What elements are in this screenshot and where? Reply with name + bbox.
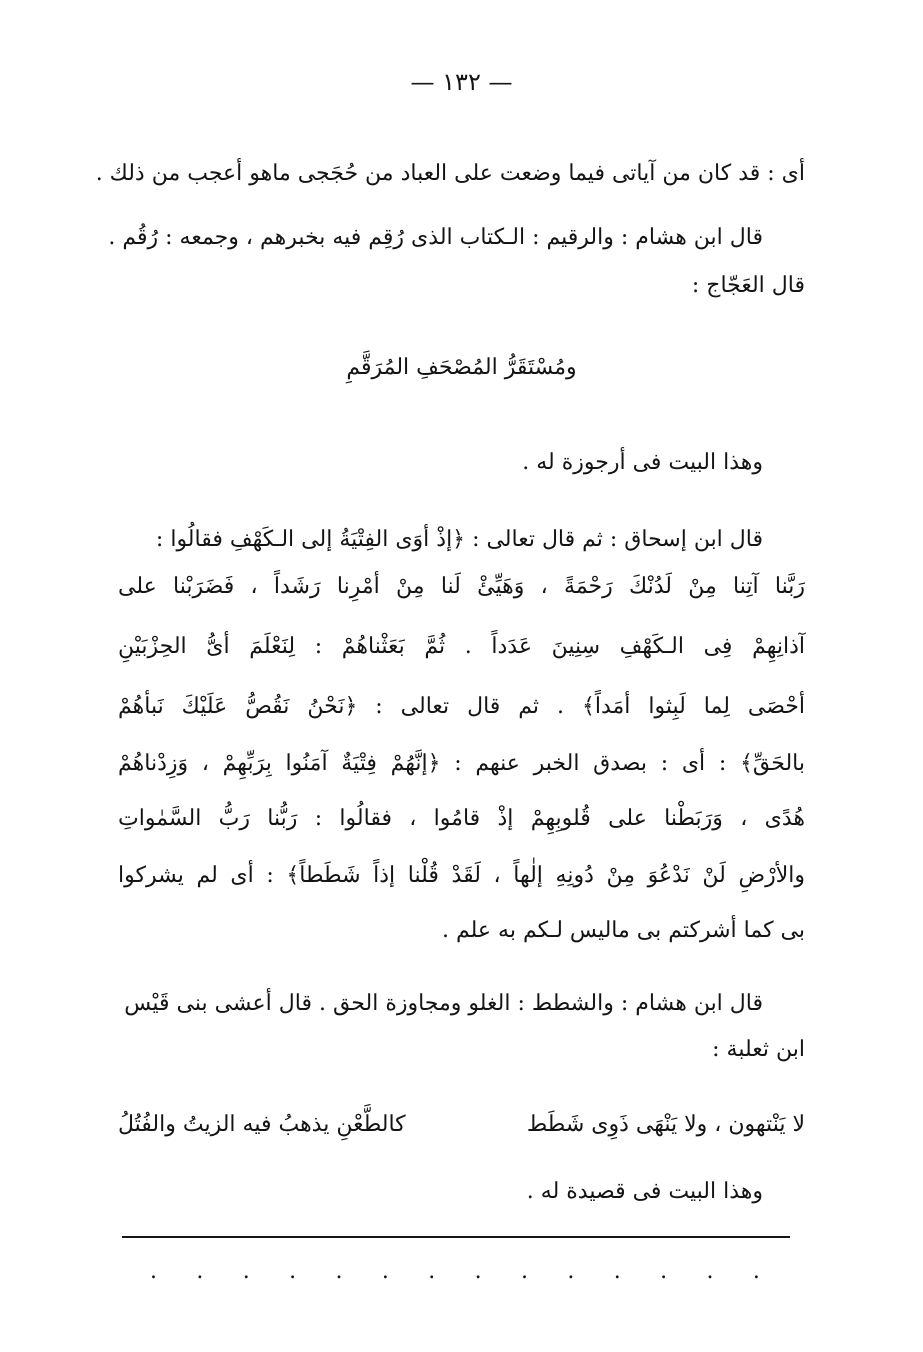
footer-dot: . <box>752 1259 760 1284</box>
text-line-6: رَبَّنا آتِنا مِنْ لَدُنْكَ رَحْمَةً ، وَهَيِّئْ لَنا مِنْ أمْرِنا رَشَداً ، فَضَرَبْنا على <box>118 574 805 599</box>
text-line-1: أى : قد كان من آياتى فيما وضعت على العباد من حُجَجى ماهو أعجب من ذلك . <box>95 161 805 186</box>
footer-dot: . <box>381 1259 389 1284</box>
footer-dot: . <box>660 1259 668 1284</box>
footer-dot: . <box>613 1259 621 1284</box>
text-line-2: قال ابن هشام : والرقيم : الـكتاب الذى رُقِم فيه بخبرهم ، وجمعه : رُقُم . <box>108 225 763 250</box>
text-line-11: والأرْضِ لَنْ نَدْعُوَ مِنْ دُونِهِ إلٰهاً ، لَقَدْ قُلْنا إذاً شَطَطاً﴾ : أى لم يشركوا <box>118 863 805 888</box>
text-line-8: أحْصَى لِما لَبِثوا أمَداً﴾ . ثم قال تعالى : ﴿نَحْنُ نَقُصُّ عَلَيْكَ نَبأهُمْ <box>118 694 805 719</box>
footer-dot: . <box>196 1259 204 1284</box>
text-line-4: وهذا البيت فى أرجوزة له . <box>522 450 763 475</box>
text-line-9: بالحَقِّ﴾ : أى : بصدق الخبر عنهم : ﴿إنَّهُمْ فِتْيَةٌ آمَنُوا بِرَبِّهِمْ ، وَزِدْناهُمْ <box>118 751 805 776</box>
verse-first-hemistich: لا يَنْتهون ، ولا يَنْهَى ذَوِى شَطَط <box>526 1112 805 1137</box>
verse-line-1: ومُسْتَقَرُّ المُصْحَفِ المُرَقَّمِ <box>346 355 577 380</box>
verse-second-hemistich: كالطَّعْنِ يذهبُ فيه الزيتُ والفُتُلُ <box>118 1112 406 1137</box>
footer-dot: . <box>428 1259 436 1284</box>
footer-dot: . <box>567 1259 575 1284</box>
footer-dots <box>150 1259 760 1284</box>
footer-dot: . <box>289 1259 297 1284</box>
footer-dot: . <box>150 1259 157 1284</box>
footer-dot: . <box>335 1259 343 1284</box>
text-line-3: قال العَجّاج : <box>691 273 805 298</box>
text-line-12: بى كما أشركتم بى ماليس لـكم به علم . <box>442 918 805 943</box>
text-line-10: هُدًى ، وَرَبَطْنا على قُلوبِهِمْ إذْ قامُوا ، فقالُوا : رَبُّنا رَبُّ السَّمٰواتِ <box>118 806 805 831</box>
text-line-15: وهذا البيت فى قصيدة له . <box>526 1179 763 1204</box>
footer-rule <box>122 1236 790 1238</box>
text-line-5: قال ابن إسحاق : ثم قال تعالى : ﴿إذْ أوَى الفِتْيَةُ إلى الـكَهْفِ فقالُوا : <box>155 527 763 552</box>
footer-dot: . <box>706 1259 714 1284</box>
text-line-14: ابن ثعلبة : <box>712 1037 805 1062</box>
footer-dot: . <box>521 1259 528 1284</box>
text-line-7: آذانِهِمْ فِى الـكَهْفِ سِنِينَ عَدَداً . ثُمَّ بَعَثْناهُمْ : لِنَعْلَمَ أىُّ الحِزْبَيْنِ <box>118 634 805 659</box>
page-number: — ١٣٢ — <box>410 68 513 96</box>
footer-dot: . <box>474 1259 482 1284</box>
text-line-13: قال ابن هشام : والشطط : الغلو ومجاوزة الحق . قال أعشى بنى قَيْس <box>124 991 763 1016</box>
verse-couplet <box>118 1105 805 1145</box>
footer-dot: . <box>242 1259 250 1284</box>
